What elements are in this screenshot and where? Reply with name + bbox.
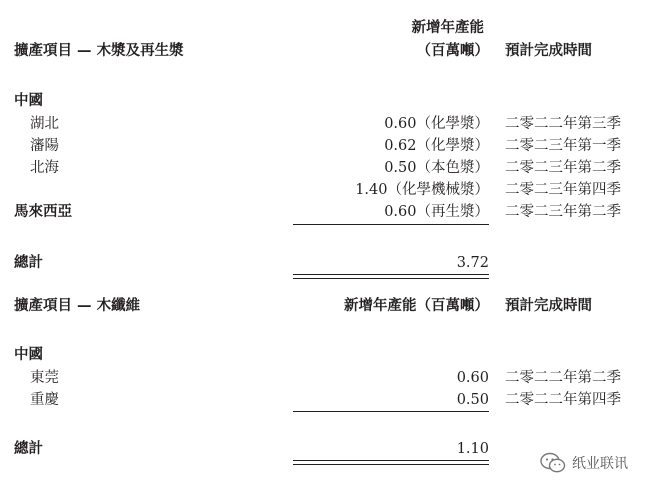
section2-title: 擴產項目 — 木纖維	[14, 297, 141, 314]
capacity-header: 新增年產能（百萬噸）	[344, 297, 489, 314]
row-capacity: 0.50	[456, 392, 489, 408]
row-label: 湖北	[30, 116, 59, 132]
total-double-rule-top	[293, 274, 489, 275]
capacity-header-line1: 新增年產能	[411, 19, 484, 36]
row-capacity: 0.60（再生漿）	[384, 204, 489, 220]
wechat-icon	[540, 452, 566, 474]
row-date: 二零二三年第一季	[505, 138, 621, 154]
total-double-rule-bottom	[293, 278, 489, 279]
total-double-rule-top	[293, 460, 489, 461]
capacity-header-line2: （百萬噸）	[416, 42, 489, 59]
row-capacity: 0.60	[456, 370, 489, 386]
row-date: 二零二三年第四季	[505, 182, 621, 198]
row-label: 東莞	[30, 370, 59, 386]
total-label: 總計	[14, 440, 43, 457]
row-label: 北海	[30, 160, 59, 176]
row-label: 瀋陽	[30, 138, 59, 154]
subtotal-rule	[293, 411, 489, 412]
date-header: 預計完成時間	[505, 297, 592, 314]
row-label: 重慶	[30, 392, 59, 408]
region-china: 中國	[14, 346, 43, 363]
region-malaysia: 馬來西亞	[14, 203, 72, 220]
region-china: 中國	[14, 92, 43, 109]
row-date: 二零二二年第四季	[505, 392, 621, 408]
row-date: 二零二二年第二季	[505, 370, 621, 386]
row-capacity: 0.60（化學漿）	[384, 116, 489, 132]
subtotal-rule	[293, 224, 489, 225]
total-value: 1.10	[456, 441, 489, 457]
row-capacity: 1.40（化學機械漿）	[355, 182, 489, 198]
total-value: 3.72	[456, 255, 489, 271]
watermark	[540, 452, 628, 474]
section1-title: 擴產項目 — 木漿及再生漿	[14, 42, 184, 59]
date-header: 預計完成時間	[505, 42, 592, 59]
row-capacity: 0.50（本色漿）	[384, 160, 489, 176]
total-double-rule-bottom	[293, 464, 489, 465]
row-date: 二零二二年第三季	[505, 116, 621, 132]
row-date: 二零二三年第二季	[505, 160, 621, 176]
row-capacity: 0.62（化學漿）	[384, 138, 489, 154]
row-date: 二零二三年第二季	[505, 204, 621, 220]
watermark-text: 纸业联讯	[572, 456, 628, 472]
total-label: 總計	[14, 254, 43, 271]
